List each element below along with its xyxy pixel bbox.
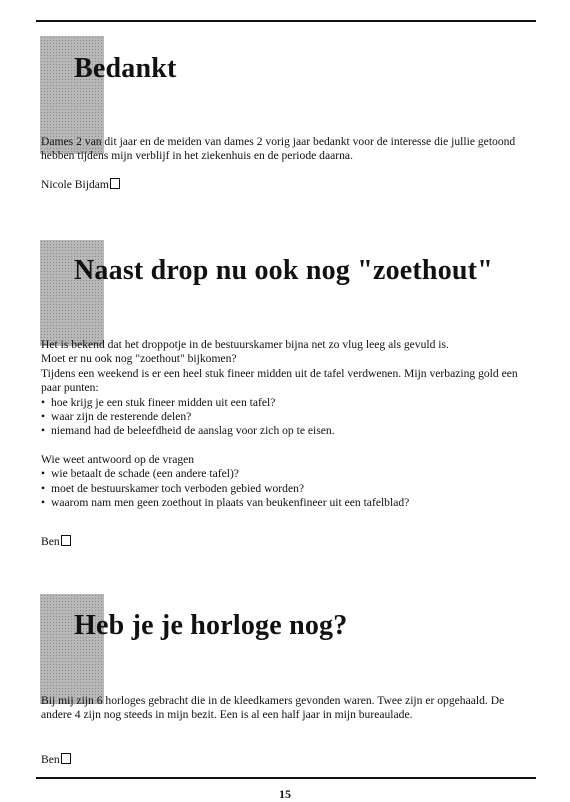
article-signature-horloge [41,753,71,767]
top-rule [36,20,536,22]
bullet-list [41,467,535,510]
list-item: • niemand had de beleefdheid de aanslag voor zich op te eisen. [41,424,535,438]
questions-intro: Wie weet antwoord op de vragen [41,452,195,466]
page-number: 15 [279,787,291,801]
list-item: • waarom nam men geen zoethout in plaats van beukenfineer uit een tafelblad? [41,496,535,510]
article-title-zoethout: Naast drop nu ook nog "zoethout" [74,255,493,286]
checkbox-square-icon [61,753,71,764]
body-line: Het is bekend dat het droppotje in de bestuurskamer bijna net zo vlug leeg als gevuld is. [41,338,449,351]
article-signature-bedankt [41,178,120,192]
list-item: • waar zijn de resterende delen? [41,410,535,424]
article-title-horloge: Heb je je horloge nog? [74,610,348,641]
article-body-zoethout [41,338,535,510]
signature-text: Nicole Bijdam [41,178,109,191]
body-line: Tijdens een weekend is er een heel stuk fineer midden uit de tafel verdwenen. Mijn verbazing gold een paar punten: [41,366,518,395]
checkbox-square-icon [61,535,71,546]
signature-text: Ben [41,753,60,766]
list-item: • moet de bestuurskamer toch verboden gebied worden? [41,482,535,496]
article-signature-zoethout [41,535,71,549]
body-line: Moet er nu ook nog "zoethout" bijkomen? [41,352,237,366]
article-body-horloge: Bij mij zijn 6 horloges gebracht die in de kleedkamers gevonden waren. Twee zijn er opgehaald. De andere 4 zijn nog steeds in mijn bezit. Een is al een half jaar in mijn bureaulade. [41,694,505,722]
bottom-rule [36,777,536,779]
signature-text: Ben [41,535,60,548]
article-body-bedankt: Dames 2 van dit jaar en de meiden van dames 2 vorig jaar bedankt voor de interesse die jullie getoond hebben tijdens mijn verblijf in het ziekenhuis en de periode daarna. [41,135,516,163]
bullet-list [41,396,535,439]
list-item: • wie betaalt de schade (een andere tafel)? [41,467,535,481]
list-item: • hoe krijg je een stuk fineer midden uit een tafel? [41,396,535,410]
checkbox-square-icon [110,178,120,189]
article-title-bedankt: Bedankt [74,53,177,84]
